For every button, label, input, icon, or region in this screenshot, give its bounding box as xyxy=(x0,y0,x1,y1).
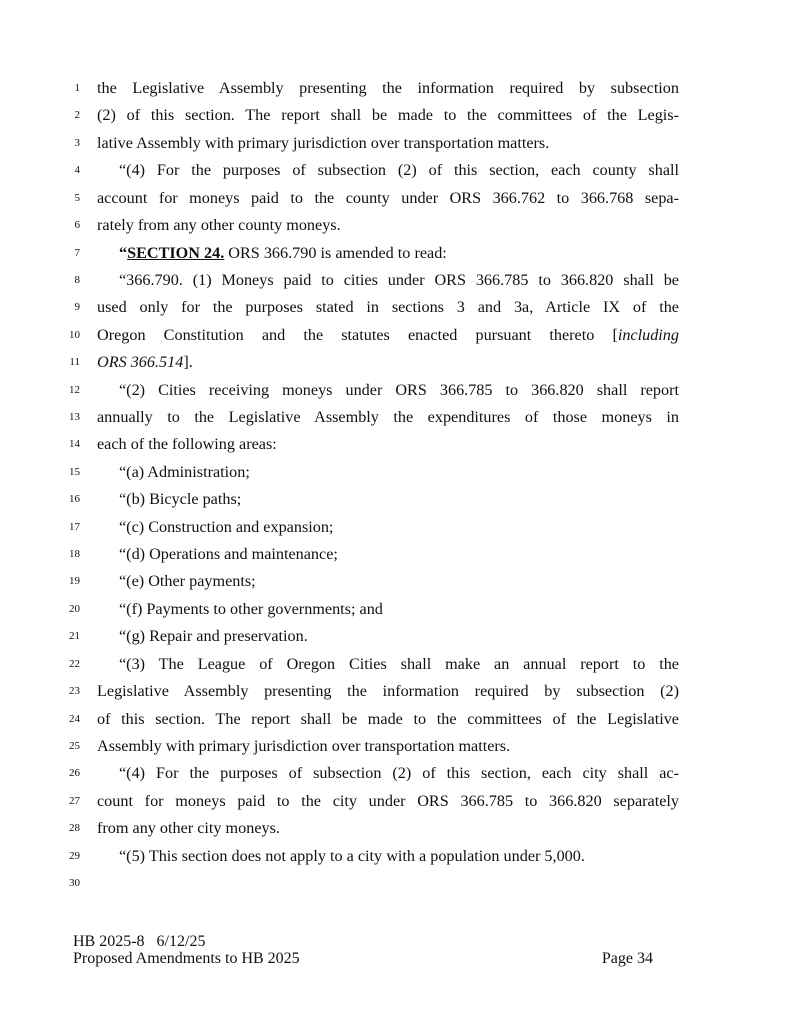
line-number: 22 xyxy=(69,658,80,670)
line-26 xyxy=(0,760,800,787)
line-9 xyxy=(0,294,800,321)
line-13 xyxy=(0,404,800,431)
open-quote: “ xyxy=(119,244,128,262)
line-text: “(c) Construction and expansion; xyxy=(119,518,334,536)
line-text: “(3) The League of Oregon Cities shall make an annual report to the xyxy=(119,655,679,673)
line-number: 17 xyxy=(69,521,80,533)
line-number: 1 xyxy=(74,82,80,94)
deleted-italic-text: ORS 366.514 xyxy=(97,353,184,371)
line-text: lative Assembly with primary jurisdiction over transportation matters. xyxy=(97,134,550,152)
page-number: Page 34 xyxy=(601,950,653,967)
line-number: 12 xyxy=(69,384,80,396)
deleted-italic-text: including xyxy=(617,326,679,344)
line-4 xyxy=(0,157,800,184)
line-text xyxy=(97,240,679,267)
line-number: 11 xyxy=(69,356,80,368)
line-6 xyxy=(0,212,800,239)
line-number: 24 xyxy=(69,713,80,725)
line-number: 9 xyxy=(74,301,80,313)
line-number: 27 xyxy=(69,795,80,807)
line-20 xyxy=(0,596,800,623)
line-text: “(e) Other payments; xyxy=(119,572,256,590)
line-15 xyxy=(0,459,800,486)
line-text: the Legislative Assembly presenting the information required by subsection xyxy=(97,79,679,97)
section-text: ORS 366.790 is amended to read: xyxy=(224,244,447,262)
line-11 xyxy=(0,349,800,376)
line-14 xyxy=(0,431,800,458)
line-27 xyxy=(0,788,800,815)
line-23 xyxy=(0,678,800,705)
line-text xyxy=(97,349,679,376)
line-3 xyxy=(0,130,800,157)
line-text: “(4) For the purposes of subsection (2) of this section, each city shall ac- xyxy=(119,764,679,782)
line-text: “(f) Payments to other governments; and xyxy=(119,600,383,618)
line-number: 30 xyxy=(69,877,80,889)
line-text: “(g) Repair and preservation. xyxy=(119,627,308,645)
line-number: 20 xyxy=(69,603,80,615)
line-number: 8 xyxy=(74,274,80,286)
line-text: count for moneys paid to the city under ORS 366.785 to 366.820 separately xyxy=(97,792,679,810)
line-text: “366.790. (1) Moneys paid to cities under ORS 366.785 to 366.820 shall be xyxy=(119,271,679,289)
line-text: “(2) Cities receiving moneys under ORS 366.785 to 366.820 shall report xyxy=(119,381,679,399)
line-text: “(4) For the purposes of subsection (2) of this section, each county shall xyxy=(119,161,679,179)
line-number: 6 xyxy=(74,219,80,231)
line-8 xyxy=(0,267,800,294)
line-2 xyxy=(0,102,800,129)
line-text: of this section. The report shall be made to the committees of the Legislative xyxy=(97,710,679,728)
line-17 xyxy=(0,514,800,541)
line-number: 26 xyxy=(69,767,80,779)
line-text: (2) of this section. The report shall be made to the committees of the Legis- xyxy=(97,106,679,124)
line-text: annually to the Legislative Assembly the expenditures of those moneys in xyxy=(97,408,679,426)
line-number: 16 xyxy=(69,493,80,505)
line-number: 5 xyxy=(74,192,80,204)
line-number: 14 xyxy=(69,438,80,450)
section-heading: SECTION 24. xyxy=(127,244,225,262)
line-number: 10 xyxy=(69,329,80,341)
line-text: “(5) This section does not apply to a city with a population under 5,000. xyxy=(119,847,585,865)
line-text xyxy=(97,322,679,349)
page-footer xyxy=(73,933,653,967)
line-18 xyxy=(0,541,800,568)
line-24 xyxy=(0,706,800,733)
line-text: Legislative Assembly presenting the information required by subsection (2) xyxy=(97,682,679,700)
line-21 xyxy=(0,623,800,650)
line-text: “(d) Operations and maintenance; xyxy=(119,545,338,563)
line-text: rately from any other county moneys. xyxy=(97,216,341,234)
line-text: from any other city moneys. xyxy=(97,819,280,837)
line-number: 29 xyxy=(69,850,80,862)
line-1 xyxy=(0,75,800,102)
line-number: 13 xyxy=(69,411,80,423)
line-number: 3 xyxy=(74,137,80,149)
line-text: Assembly with primary jurisdiction over transportation matters. xyxy=(97,737,511,755)
line-number: 23 xyxy=(69,685,80,697)
line-text: used only for the purposes stated in sections 3 and 3a, Article IX of the xyxy=(97,298,679,316)
line-number: 15 xyxy=(69,466,80,478)
line-text: “(a) Administration; xyxy=(119,463,250,481)
line-number: 2 xyxy=(74,109,80,121)
line-number: 19 xyxy=(69,575,80,587)
line-22 xyxy=(0,651,800,678)
line-number: 4 xyxy=(74,164,80,176)
bill-version: HB 2025-8 6/12/25 xyxy=(73,933,206,950)
line-text: account for moneys paid to the county under ORS 366.762 to 366.768 sepa- xyxy=(97,189,679,207)
line-number: 28 xyxy=(69,822,80,834)
line-text: “(b) Bicycle paths; xyxy=(119,490,242,508)
line-12 xyxy=(0,377,800,404)
line-7 xyxy=(0,240,800,267)
line-29 xyxy=(0,843,800,870)
line-30 xyxy=(0,870,800,897)
line-16 xyxy=(0,486,800,513)
line-text-plain: Oregon Constitution and the statutes enacted pursuant thereto [ xyxy=(97,326,618,344)
line-28 xyxy=(0,815,800,842)
line-19 xyxy=(0,568,800,595)
line-number: 7 xyxy=(74,247,80,259)
line-text-plain: ]. xyxy=(183,353,193,371)
document-title: Proposed Amendments to HB 2025 xyxy=(73,950,300,967)
line-number: 18 xyxy=(69,548,80,560)
line-10 xyxy=(0,322,800,349)
line-25 xyxy=(0,733,800,760)
line-number: 25 xyxy=(69,740,80,752)
line-5 xyxy=(0,185,800,212)
line-number: 21 xyxy=(69,630,80,642)
line-text: each of the following areas: xyxy=(97,435,277,453)
